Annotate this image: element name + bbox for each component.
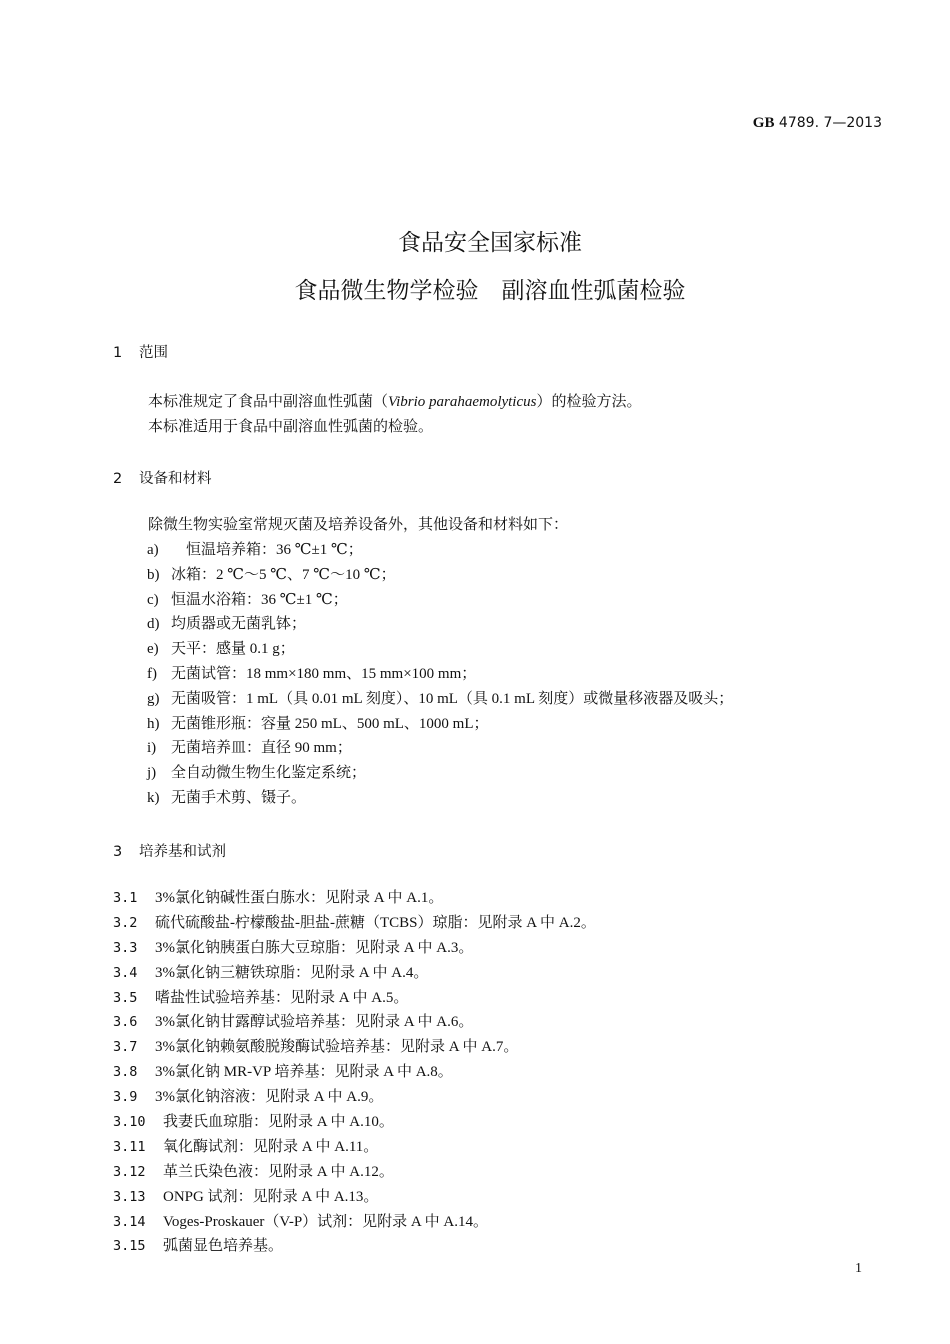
species-name: Vibrio parahaemolyticus bbox=[388, 394, 537, 410]
list-item bbox=[147, 637, 733, 662]
section-title: 范围 bbox=[139, 345, 168, 361]
list-item bbox=[147, 662, 733, 687]
item-text: 均质器或无菌乳钵； bbox=[171, 616, 307, 633]
list-item bbox=[113, 886, 596, 911]
list-item bbox=[113, 911, 596, 936]
standard-code-number: 4789. 7—2013 bbox=[774, 115, 882, 131]
section-number: 1 bbox=[113, 345, 123, 361]
clause-number: 3.2 bbox=[113, 914, 138, 931]
item-label: k) bbox=[147, 789, 160, 806]
section-title: 设备和材料 bbox=[139, 471, 212, 487]
clause-number: 3.11 bbox=[113, 1138, 146, 1155]
clause-text: 嗜盐性试验培养基：见附录 A 中 A.5。 bbox=[155, 989, 409, 1006]
item-text: 无菌吸管：1 mL（具 0.01 mL 刻度）、10 mL（具 0.1 mL 刻度）或微量移液器及吸头； bbox=[171, 690, 734, 707]
item-text: 无菌锥形瓶：容量 250 mL、500 mL、1000 mL； bbox=[171, 715, 489, 732]
page-number: 1 bbox=[855, 1261, 862, 1276]
list-item bbox=[147, 612, 733, 637]
list-item bbox=[113, 1135, 596, 1160]
clause-number: 3.13 bbox=[113, 1188, 146, 1205]
clause-text: 3%氯化钠三糖铁琼脂：见附录 A 中 A.4。 bbox=[155, 964, 429, 981]
section-title: 培养基和试剂 bbox=[139, 844, 226, 860]
item-label: c) bbox=[147, 591, 159, 608]
item-label: f) bbox=[147, 665, 157, 682]
equipment-list bbox=[147, 538, 733, 811]
list-item bbox=[113, 1160, 596, 1185]
clause-number: 3.4 bbox=[113, 964, 138, 981]
item-label: h) bbox=[147, 715, 160, 732]
list-item bbox=[147, 786, 733, 811]
item-label: i) bbox=[147, 740, 157, 757]
item-label: a) bbox=[147, 542, 159, 558]
list-item bbox=[113, 1185, 596, 1210]
standard-code bbox=[753, 115, 882, 132]
clause-text: 3%氯化钠赖氨酸脱羧酶试验培养基：见附录 A 中 A.7。 bbox=[155, 1039, 519, 1056]
item-text: 冰箱：2 ℃～5 ℃、7 ℃～10 ℃； bbox=[171, 566, 396, 583]
clause-number: 3.15 bbox=[113, 1238, 146, 1255]
scope-text: 本标准规定了食品中副溶血性弧菌（ bbox=[148, 394, 389, 410]
clause-number: 3.8 bbox=[113, 1064, 138, 1081]
item-text: 天平：感量 0.1 g； bbox=[171, 641, 295, 658]
item-label: e) bbox=[147, 641, 159, 658]
clause-number: 3.3 bbox=[113, 939, 138, 956]
section-number: 3 bbox=[113, 844, 123, 860]
clause-text: Voges-Proskauer（V-P）试剂：见附录 A 中 A.14。 bbox=[163, 1213, 489, 1230]
clause-text: 3%氯化钠溶液：见附录 A 中 A.9。 bbox=[155, 1089, 384, 1106]
clause-number: 3.5 bbox=[113, 989, 138, 1006]
media-list bbox=[113, 886, 596, 1259]
document-subtitle: 食品微生物学检验 副溶血性弧菌检验 bbox=[294, 278, 686, 304]
item-text: 无菌手术剪、镊子。 bbox=[171, 789, 307, 806]
item-label: g) bbox=[147, 690, 160, 707]
clause-text: 3%氯化钠碱性蛋白胨水：见附录 A 中 A.1。 bbox=[155, 890, 444, 906]
list-item bbox=[113, 1110, 596, 1135]
item-label: d) bbox=[147, 616, 160, 633]
section-heading-media bbox=[113, 840, 226, 861]
list-item bbox=[147, 736, 733, 761]
item-text: 无菌培养皿：直径 90 mm； bbox=[171, 740, 352, 757]
clause-number: 3.14 bbox=[113, 1213, 146, 1230]
clause-text: 氧化酶试剂：见附录 A 中 A.11。 bbox=[163, 1138, 379, 1155]
list-item bbox=[113, 1210, 596, 1235]
list-item bbox=[113, 986, 596, 1011]
section-heading-scope bbox=[113, 341, 168, 362]
list-item bbox=[147, 588, 733, 613]
clause-number: 3.6 bbox=[113, 1014, 138, 1031]
equipment-intro: 除微生物实验室常规灭菌及培养设备外，其他设备和材料如下： bbox=[148, 517, 569, 533]
list-item bbox=[113, 1035, 596, 1060]
clause-number: 3.1 bbox=[113, 890, 138, 906]
clause-text: 3%氯化钠胰蛋白胨大豆琼脂：见附录 A 中 A.3。 bbox=[155, 939, 474, 956]
clause-number: 3.7 bbox=[113, 1039, 138, 1056]
section-heading-equipment bbox=[113, 467, 212, 488]
item-text: 全自动微生物生化鉴定系统； bbox=[171, 765, 367, 782]
clause-number: 3.9 bbox=[113, 1089, 138, 1106]
list-item bbox=[147, 687, 733, 712]
scope-text: ）的检验方法。 bbox=[536, 394, 642, 410]
standard-code-prefix: GB bbox=[752, 115, 775, 131]
item-label: b) bbox=[147, 566, 160, 583]
clause-text: 3%氯化钠 MR-VP 培养基：见附录 A 中 A.8。 bbox=[155, 1064, 453, 1081]
list-item bbox=[113, 961, 596, 986]
list-item bbox=[113, 1060, 596, 1085]
clause-text: 革兰氏染色液：见附录 A 中 A.12。 bbox=[163, 1163, 394, 1180]
clause-text: 我妻氏血琼脂：见附录 A 中 A.10。 bbox=[163, 1114, 394, 1131]
scope-line-2: 本标准适用于食品中副溶血性弧菌的检验。 bbox=[148, 418, 434, 435]
item-label: j) bbox=[147, 765, 157, 782]
scope-paragraph bbox=[148, 390, 642, 439]
scope-line-1 bbox=[148, 390, 642, 415]
item-text: 恒温水浴箱：36 ℃±1 ℃； bbox=[171, 591, 348, 608]
list-item bbox=[113, 1085, 596, 1110]
list-item bbox=[147, 563, 733, 588]
clause-number: 3.10 bbox=[113, 1114, 146, 1131]
section-number: 2 bbox=[113, 471, 123, 487]
item-text: 恒温培养箱：36 ℃±1 ℃； bbox=[171, 542, 363, 558]
clause-text: ONPG 试剂：见附录 A 中 A.13。 bbox=[163, 1188, 379, 1205]
clause-number: 3.12 bbox=[113, 1163, 146, 1180]
clause-text: 3%氯化钠甘露醇试验培养基：见附录 A 中 A.6。 bbox=[155, 1014, 474, 1031]
clause-text: 硫代硫酸盐-柠檬酸盐-胆盐-蔗糖（TCBS）琼脂：见附录 A 中 A.2。 bbox=[155, 914, 596, 931]
item-text: 无菌试管：18 mm×180 mm、15 mm×100 mm； bbox=[171, 665, 477, 682]
list-item bbox=[113, 936, 596, 961]
list-item bbox=[113, 1234, 596, 1259]
list-item bbox=[113, 1010, 596, 1035]
list-item bbox=[147, 761, 733, 786]
list-item bbox=[147, 538, 733, 563]
list-item bbox=[147, 712, 733, 737]
clause-text: 弧菌显色培养基。 bbox=[163, 1238, 284, 1255]
document-title: 食品安全国家标准 bbox=[398, 230, 582, 256]
